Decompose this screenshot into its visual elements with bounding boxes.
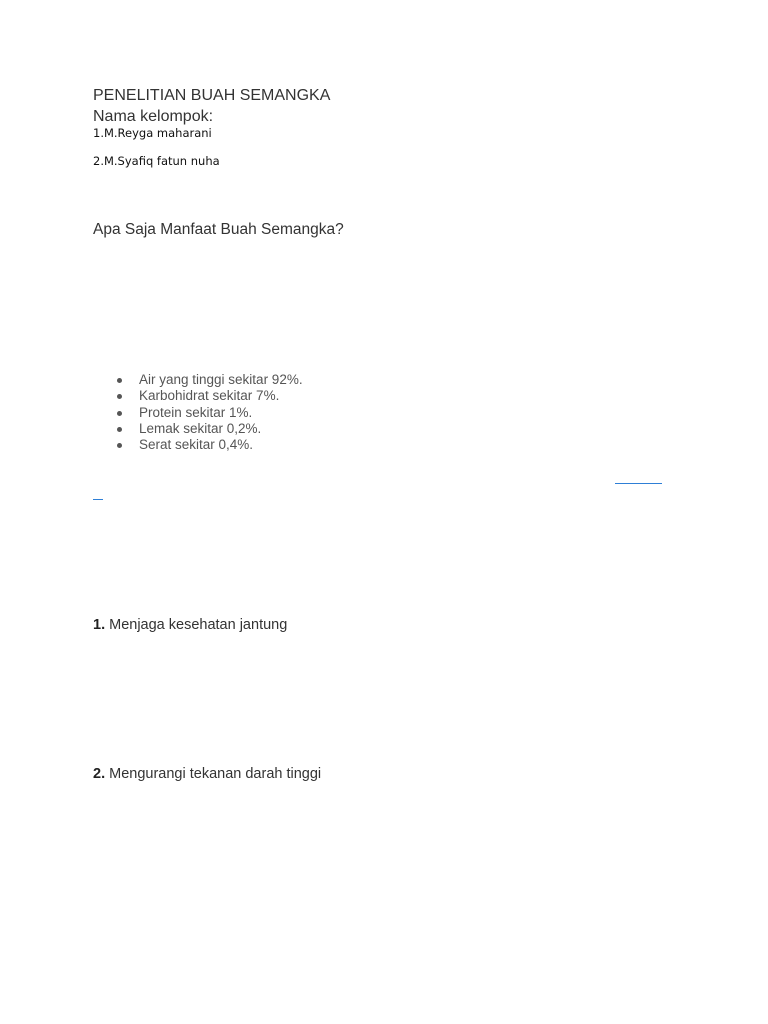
bullet-icon [117,427,122,432]
hyperlink-underline[interactable] [615,483,662,484]
group-label: Nama kelompok: [93,108,214,125]
list-item-text: Air yang tinggi sekitar 92%. [139,372,303,387]
member-2: 2.M.Syafiq fatun nuha [93,154,220,168]
list-item-text: Serat sekitar 0,4%. [139,437,254,453]
benefit-text: Mengurangi tekanan darah tinggi [105,766,322,782]
hyperlink-underline-continued[interactable] [93,499,103,500]
member-1: 1.M.Reyga maharani [93,126,212,140]
list-item [114,405,303,421]
bullet-icon [117,378,122,383]
list-item-text: Lemak sekitar 0,2%. [139,420,262,436]
benefit-1 [93,617,287,633]
benefit-text: Menjaga kesehatan jantung [105,617,288,633]
document-title: PENELITIAN BUAH SEMANGKA [93,87,331,104]
list-item [114,372,303,388]
benefit-number: 2. [93,766,106,782]
list-item-text: Karbohidrat sekitar 7%. [139,388,280,404]
list-item [114,437,303,453]
section-question: Apa Saja Manfaat Buah Semangka? [93,221,344,238]
bullet-icon [117,411,122,416]
list-item [114,421,303,437]
list-item-text: Protein sekitar 1%. [139,404,253,420]
benefit-number: 1. [93,617,106,633]
bullet-icon [117,394,122,399]
list-item [114,388,303,404]
bullet-icon [117,443,122,448]
benefit-2 [93,766,321,782]
nutrient-list [114,372,303,453]
